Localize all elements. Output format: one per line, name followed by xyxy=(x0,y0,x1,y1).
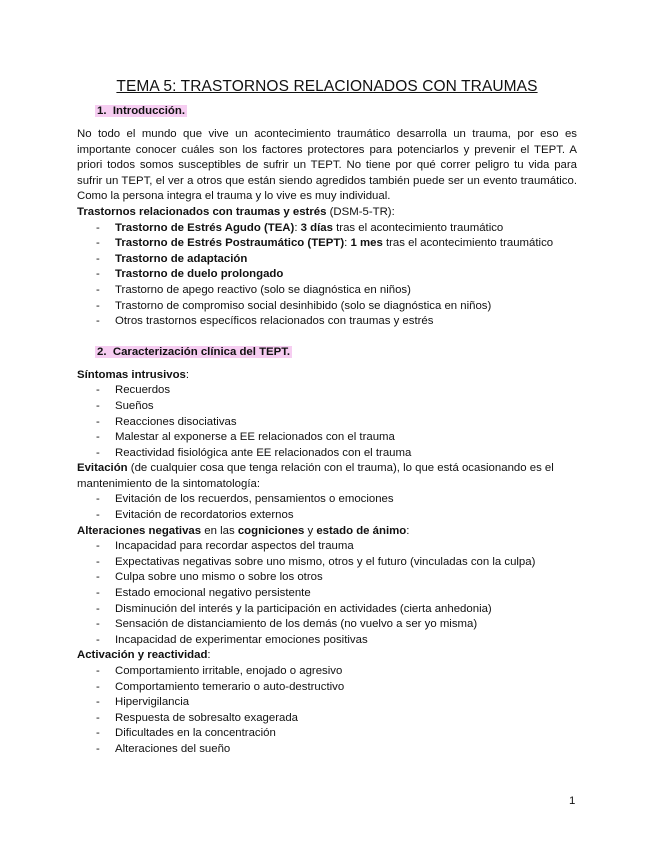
tea-duration: 3 días xyxy=(300,221,333,234)
intrusive-heading-bold: Síntomas intrusivos xyxy=(77,368,186,381)
list-item: - Comportamiento temerario o auto-destructivo xyxy=(77,680,577,696)
arousal-list xyxy=(77,664,577,758)
negative-bold-1: Alteraciones negativas xyxy=(77,524,202,537)
list-item: - Trastorno de apego reactivo (solo se diagnóstica en niños) xyxy=(77,283,577,299)
list-item: - Sensación de distanciamiento de los demás (no vuelvo a ser yo misma) xyxy=(77,617,577,633)
section-heading-caracterizacion xyxy=(95,344,577,360)
intrusive-colon: : xyxy=(185,368,190,381)
page-number: 1 xyxy=(569,795,576,807)
list-item: - Culpa sobre uno mismo o sobre los otros xyxy=(77,570,577,586)
avoidance-text-1: (de cualquier cosa que tenga relación con el trauma), lo que está ocasionando es el xyxy=(127,462,554,475)
avoidance-heading-bold: Evitación xyxy=(77,462,128,475)
section-number: 1. xyxy=(97,105,107,117)
section-heading-introduccion xyxy=(95,103,577,119)
tea-name: Trastorno de Estrés Agudo (TEA) xyxy=(115,221,295,234)
document-page xyxy=(77,78,577,758)
arousal-heading-bold: Activación y reactividad xyxy=(77,649,208,662)
list-item-adaptacion xyxy=(77,252,577,268)
list-item: - Reacciones disociativas xyxy=(77,415,577,431)
duelo-name: Trastorno de duelo prolongado xyxy=(115,268,284,281)
list-item: - Malestar al exponerse a EE relacionados con el trauma xyxy=(77,430,577,446)
list-item: - Sueños xyxy=(77,399,577,415)
list-item: - Reactividad fisiológica ante EE relacionados con el trauma xyxy=(77,446,577,462)
list-item: - Estado emocional negativo persistente xyxy=(77,586,577,602)
negative-list xyxy=(77,539,577,648)
avoidance-list xyxy=(77,492,577,523)
negative-heading xyxy=(77,524,577,540)
list-item: - Incapacidad para recordar aspectos del trauma xyxy=(77,539,577,555)
negative-text-1: en las xyxy=(201,524,238,537)
negative-text-2: y xyxy=(304,524,317,537)
list-item-tea xyxy=(77,221,577,237)
list-item: - Disminución del interés y la participación en actividades (cierta anhedonia) xyxy=(77,602,577,618)
adaptacion-name: Trastorno de adaptación xyxy=(115,252,248,265)
disorders-heading-rest: (DSM-5-TR): xyxy=(326,205,395,218)
list-item: - Evitación de los recuerdos, pensamientos o emociones xyxy=(77,492,577,508)
list-item: - Trastorno de compromiso social desinhibido (solo se diagnóstica en niños) xyxy=(77,299,577,315)
disorders-heading-bold: Trastornos relacionados con traumas y estrés xyxy=(77,205,327,218)
negative-text-3: : xyxy=(406,524,410,537)
tept-sep: : xyxy=(344,237,351,250)
document-title: TEMA 5: TRASTORNOS RELACIONADOS CON TRAUMAS xyxy=(116,78,538,95)
intro-paragraph: No todo el mundo que vive un acontecimiento traumático desarrolla un trauma, por eso es importante conocer cuáles son los factores protectores para potenciarlos y prevenir el TEPT. A priori todos somos susceptibles de sufrir un TEPT. No tiene por qué correr peligro tu vida para sufrir un TEPT, el ver a otros que están siendo agredidos también puede ser un evento traumático. Como la persona integra el trauma y lo vive es muy individual. xyxy=(77,128,577,203)
section-number: 2. xyxy=(97,345,107,358)
list-item: - Incapacidad de experimentar emociones positivas xyxy=(77,633,577,649)
disorders-list xyxy=(77,221,577,330)
list-item: - Dificultades en la concentración xyxy=(77,726,577,742)
tept-duration: 1 mes xyxy=(350,237,383,250)
tept-name: Trastorno de Estrés Postraumático (TEPT) xyxy=(115,237,345,250)
list-item: - Comportamiento irritable, enojado o agresivo xyxy=(77,664,577,680)
arousal-colon: : xyxy=(207,649,211,662)
negative-bold-3: estado de ánimo xyxy=(316,524,407,537)
section-title: Introducción. xyxy=(112,105,185,117)
spacer xyxy=(77,330,577,344)
list-item: - Recuerdos xyxy=(77,383,577,399)
disorders-heading xyxy=(77,205,577,221)
list-item: - Alteraciones del sueño xyxy=(77,742,577,758)
avoidance-heading xyxy=(77,461,577,477)
section-heading-highlight xyxy=(95,346,292,358)
tea-sep: : xyxy=(294,221,301,234)
negative-bold-2: cogniciones xyxy=(237,524,305,537)
list-item: - Respuesta de sobresalto exagerada xyxy=(77,711,577,727)
arousal-heading xyxy=(77,648,577,664)
intrusive-list xyxy=(77,383,577,461)
avoidance-text-2: mantenimiento de la sintomatología: xyxy=(77,477,260,490)
section-heading-highlight xyxy=(95,105,187,117)
tea-rest: tras el acontecimiento traumático xyxy=(332,221,504,234)
list-item: - Otros trastornos específicos relacionados con traumas y estrés xyxy=(77,314,577,330)
list-item-duelo xyxy=(77,267,577,283)
list-item: - Hipervigilancia xyxy=(77,695,577,711)
list-item: - Evitación de recordatorios externos xyxy=(77,508,577,524)
section-title: Caracterización clínica del TEPT. xyxy=(112,345,291,358)
intrusive-heading xyxy=(77,368,577,384)
list-item: - Expectativas negativas sobre uno mismo, otros y el futuro (vinculadas con la culpa) xyxy=(77,555,577,571)
tept-rest: tras el acontecimiento traumático xyxy=(382,237,554,250)
list-item-tept xyxy=(77,236,577,252)
